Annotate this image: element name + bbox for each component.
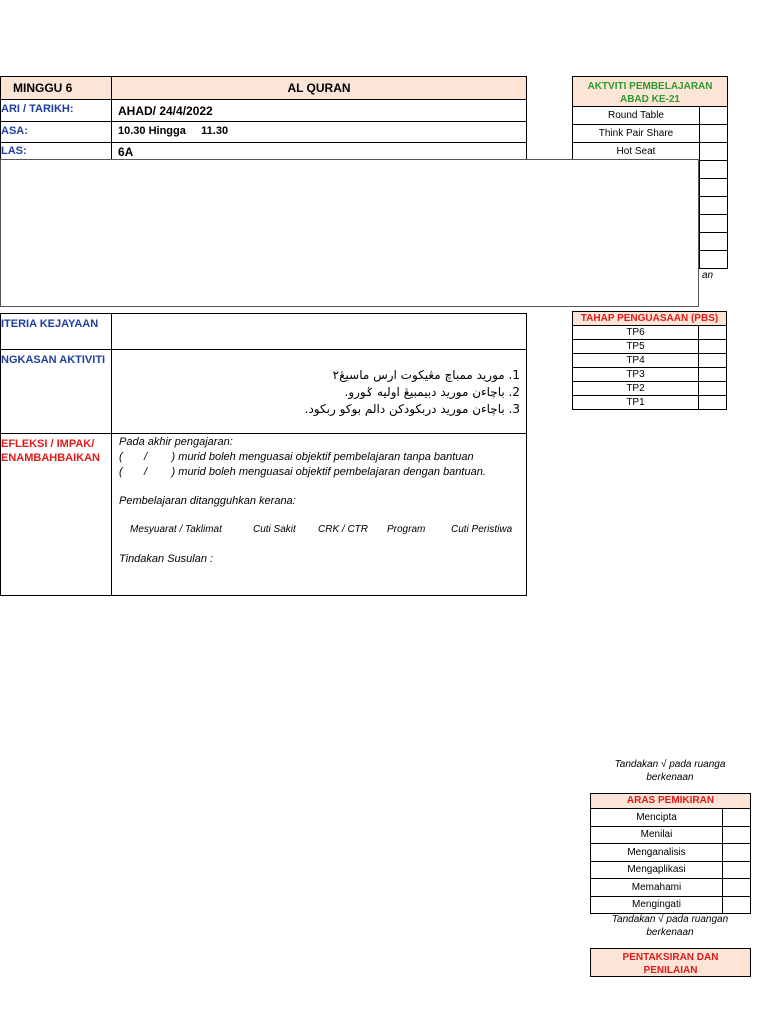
- thinking-level-label: Menganalisis: [590, 843, 723, 862]
- reason-crk-ctr: CRK / CTR: [318, 524, 368, 535]
- thinking-note-bottom: Tandakan √ pada ruangan berkenaan: [611, 914, 729, 938]
- subject-label: AL QURAN: [287, 81, 351, 95]
- reflection-line-1: ( / ) murid boleh menguasai objektif pembelajaran tanpa bantuan: [119, 451, 474, 463]
- class-label: LAS:: [1, 145, 27, 157]
- pbs-row: [572, 381, 727, 396]
- criteria-label-cell: [0, 313, 112, 350]
- day-label-cell: [0, 99, 112, 122]
- abad21-header: [572, 76, 728, 107]
- pbs-checkbox[interactable]: [698, 325, 727, 340]
- thinking-row: [590, 808, 751, 827]
- pbs-level-label: TP3: [572, 367, 699, 382]
- activity-2: 2. باچاءن موريد دبيمبيڠ اوليه ݢورو.: [344, 385, 520, 399]
- time-label: ASA:: [1, 125, 28, 137]
- thinking-row: [590, 826, 751, 845]
- pbs-row: [572, 353, 727, 368]
- reflection-label-1: EFLEKSI / IMPAK/: [1, 438, 95, 450]
- abad21-note-fragment: an: [702, 270, 714, 281]
- reflection-cell: [111, 433, 527, 596]
- reason-special-leave: Cuti Peristiwa: [451, 524, 513, 535]
- pbs-checkbox[interactable]: [698, 339, 727, 354]
- thinking-checkbox[interactable]: [722, 843, 751, 862]
- thinking-level-label: Mencipta: [590, 808, 723, 827]
- thinking-row: [590, 896, 751, 915]
- pbs-checkbox[interactable]: [698, 367, 727, 382]
- pbs-table: [572, 311, 727, 411]
- criteria-label: ITERIA KEJAYAAN: [1, 318, 99, 330]
- abad21-checkbox[interactable]: [699, 214, 728, 233]
- thinking-checkbox[interactable]: [722, 808, 751, 827]
- criteria-value-cell: [111, 313, 527, 350]
- summary-label-cell: [0, 349, 112, 434]
- week-cell: [0, 76, 112, 100]
- followup-label: Tindakan Susulan :: [119, 553, 214, 565]
- abad21-checkbox[interactable]: [699, 142, 728, 161]
- reason-meeting: Mesyuarat / Taklimat: [130, 524, 222, 535]
- pbs-level-label: TP5: [572, 339, 699, 354]
- class-value: 6A: [118, 145, 134, 159]
- thinking-checkbox[interactable]: [722, 861, 751, 880]
- time-label-cell: [0, 121, 112, 143]
- pbs-row: [572, 325, 727, 340]
- abad21-item-label: Think Pair Share: [572, 124, 700, 143]
- time-value-cell: [111, 121, 527, 143]
- time-value: 10.30 Hingga 11.30: [118, 125, 229, 137]
- reason-program: Program: [387, 524, 426, 535]
- thinking-checkbox[interactable]: [722, 896, 751, 915]
- pbs-checkbox[interactable]: [698, 395, 727, 410]
- subject-cell: [111, 76, 527, 100]
- pbs-level-label: TP4: [572, 353, 699, 368]
- abad21-checkbox[interactable]: [699, 160, 728, 179]
- activities-cell: [111, 349, 527, 434]
- thinking-row: [590, 843, 751, 862]
- pbs-level-label: TP6: [572, 325, 699, 340]
- assessment-title: PENTAKSIRAN DAN PENILAIAN: [622, 952, 719, 976]
- thinking-level-label: Mengingati: [590, 896, 723, 915]
- abad21-checkbox[interactable]: [699, 106, 728, 125]
- pbs-header: [572, 311, 727, 326]
- thinking-row: [590, 861, 751, 880]
- abad21-checkbox[interactable]: [699, 250, 728, 269]
- summary-label: NGKASAN AKTIVITI: [1, 354, 106, 366]
- thinking-header: [590, 793, 751, 809]
- thinking-row: [590, 878, 751, 897]
- reason-sick-leave: Cuti Sakit: [253, 524, 296, 535]
- pbs-row: [572, 367, 727, 382]
- abad21-row: [572, 106, 728, 125]
- reflection-intro: Pada akhir pengajaran:: [119, 436, 233, 448]
- lesson-plan-table: [0, 76, 527, 596]
- thinking-title: ARAS PEMIKIRAN: [626, 795, 715, 806]
- reflection-line-2: ( / ) murid boleh menguasai objektif pembelajaran dengan bantuan.: [119, 466, 486, 478]
- abad21-row: [572, 124, 728, 143]
- abad21-item-label: Round Table: [572, 106, 700, 125]
- pbs-level-label: TP2: [572, 381, 699, 396]
- assessment-box: [590, 948, 751, 977]
- pbs-checkbox[interactable]: [698, 381, 727, 396]
- abad21-title: AKTVITI PEMBELAJARAN ABAD KE-21: [587, 81, 713, 105]
- abad21-checkbox[interactable]: [699, 124, 728, 143]
- thinking-level-label: Menilai: [590, 826, 723, 845]
- overlay-panel: [0, 159, 699, 307]
- pbs-row: [572, 339, 727, 354]
- thinking-checkbox[interactable]: [722, 878, 751, 897]
- pbs-row: [572, 395, 727, 410]
- pbs-checkbox[interactable]: [698, 353, 727, 368]
- abad21-checkbox[interactable]: [699, 196, 728, 215]
- reflection-label-2: ENAMBAHBAIKAN: [1, 452, 100, 464]
- thinking-checkbox[interactable]: [722, 826, 751, 845]
- day-label: ARI / TARIKH:: [1, 103, 74, 115]
- thinking-note-top: Tandakan √ pada ruanga berkenaan: [614, 759, 726, 783]
- abad21-item-label: Hot Seat: [572, 142, 700, 161]
- reflection-label-cell: [0, 433, 112, 596]
- abad21-checkbox[interactable]: [699, 178, 728, 197]
- thinking-table: [590, 793, 751, 913]
- thinking-level-label: Mengaplikasi: [590, 861, 723, 880]
- activity-1: 1. موريد ممباچ مڠيکوت ارس ماسيڠ٢: [332, 368, 520, 382]
- pbs-title: TAHAP PENGUASAAN (PBS): [580, 313, 719, 324]
- day-value-cell: [111, 99, 527, 122]
- activity-3: 3. باچاءن موريد دربکودکن دالم بوکو ربکود.: [304, 402, 520, 416]
- thinking-level-label: Memahami: [590, 878, 723, 897]
- day-value: AHAD/ 24/4/2022: [118, 104, 213, 118]
- postponed-label: Pembelajaran ditangguhkan kerana:: [119, 495, 296, 507]
- pbs-level-label: TP1: [572, 395, 699, 410]
- week-label: MINGGU 6: [13, 81, 73, 95]
- abad21-checkbox[interactable]: [699, 232, 728, 251]
